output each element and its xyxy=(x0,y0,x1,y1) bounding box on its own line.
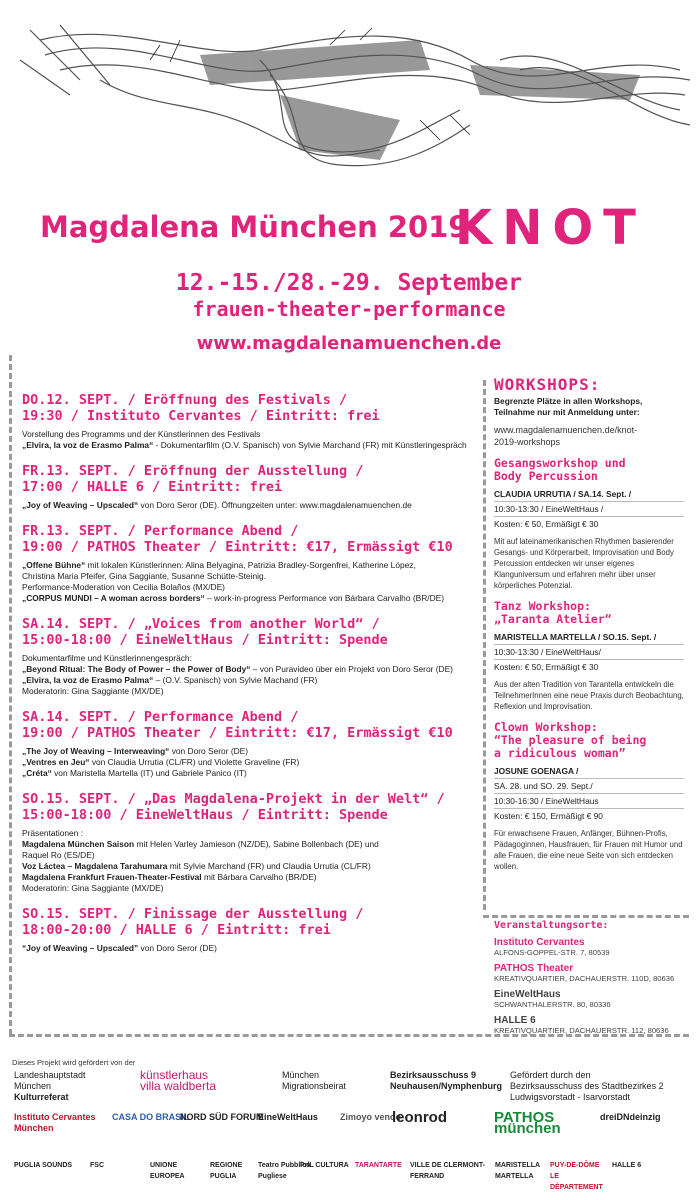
event-item xyxy=(22,523,472,604)
venue-list xyxy=(494,937,690,1035)
venue-item xyxy=(494,989,690,1009)
workshop-title-line: Body Percussion xyxy=(494,469,598,483)
event-detail-text: - Dokumentarfilm (O.V. Spanisch) von Sylvie Marchand (FR) mit Künstleringespräch xyxy=(153,440,467,450)
sponsor-logo[interactable]: NORD SÜD FORUM xyxy=(180,1112,264,1122)
event-detail-title: „The Joy of Weaving – Interweaving“ xyxy=(22,746,170,756)
sponsor-logo-text: Neuhausen/Nymphenburg xyxy=(390,1081,503,1091)
event-heading-date: FR.13. SEPT. / Eröffnung der Ausstellung / xyxy=(22,463,364,479)
event-detail-line xyxy=(22,757,472,768)
column-dash-divider xyxy=(483,380,486,910)
event-detail-line xyxy=(22,768,472,779)
sponsor-logo-text: Bezirksausschuss des Stadtbezirkes 2 xyxy=(510,1081,664,1091)
event-detail-line xyxy=(22,500,472,511)
event-detail-text: Christina Maria Pfeifer, Gina Saggiante, Susanne Schütte-Steinig. xyxy=(22,571,266,581)
event-detail-title: „Ventres en Jeu“ xyxy=(22,757,90,767)
knot-title: KNOT xyxy=(455,200,646,256)
venue-name: Instituto Cervantes xyxy=(494,937,585,948)
workshop-item xyxy=(494,600,684,712)
workshop-item xyxy=(494,457,684,591)
event-detail-text: mit Sylvie Marchand (FR) und Claudia Urrutia (CL/FR) xyxy=(167,861,371,871)
event-detail-text: von Maristella Martella (IT) und Gabriele Panico (IT) xyxy=(51,768,247,778)
workshop-title-line: Tanz Workshop: xyxy=(494,599,591,613)
sponsor-logo-text: Ludwigsvorstadt - Isarvorstadt xyxy=(510,1092,631,1102)
sponsor-logo[interactable]: leonrod xyxy=(392,1109,447,1126)
event-details xyxy=(22,429,472,451)
event-heading-time: 18:00-20:00 / HALLE 6 / Eintritt: frei xyxy=(22,922,331,938)
workshops-title: WORKSHOPS: xyxy=(494,375,601,394)
event-details xyxy=(22,560,472,604)
workshop-info-line: JOSUNE GOENAGA / xyxy=(494,764,684,779)
venue-address: KREATIVQUARTIER, DACHAUERSTR. 112, 80636 xyxy=(494,1026,669,1035)
sponsor-logo-text: München xyxy=(14,1081,52,1091)
event-detail-line xyxy=(22,429,472,440)
event-detail-text: von Claudia Urrutia (CL/FR) und Violette Graveline (FR) xyxy=(89,757,300,767)
sponsor-logo-text: Landeshauptstadt xyxy=(14,1070,86,1080)
sponsor-logo[interactable]: Teatro Pubblico Pugliese xyxy=(258,1162,311,1180)
workshop-info-line: SA. 28. und SO. 29. Sept./ xyxy=(494,779,684,794)
event-heading-date: DO.12. SEPT. / Eröffnung des Festivals / xyxy=(22,392,348,408)
venue-item xyxy=(494,1015,690,1035)
event-detail-title: “Joy of Weaving – Upscaled” xyxy=(22,943,139,953)
event-details xyxy=(22,746,472,779)
event-detail-line xyxy=(22,828,472,839)
workshops-panel xyxy=(494,375,684,872)
event-detail-line xyxy=(22,746,472,757)
workshop-info-line: 10:30-13:30 / EineWeltHaus/ xyxy=(494,645,684,660)
workshop-info xyxy=(494,487,684,531)
left-dash-border xyxy=(9,355,12,1035)
venue-item xyxy=(494,937,690,957)
workshop-title-line: Clown Workshop: xyxy=(494,720,598,734)
venue-item xyxy=(494,963,690,983)
event-detail-line xyxy=(22,560,472,571)
event-heading-time: 19:00 / PATHOS Theater / Eintritt: €17, Ermässigt €10 xyxy=(22,725,453,741)
sponsor-logo[interactable]: UNIONE EUROPEA xyxy=(150,1162,185,1180)
workshop-info-line: 10:30-13:30 / EineWeltHaus / xyxy=(494,502,684,517)
event-heading-date: SA.14. SEPT. / Performance Abend / xyxy=(22,709,299,725)
workshop-info-line: MARISTELLA MARTELLA / SO.15. Sept. / xyxy=(494,630,684,645)
event-detail-text: von Doro Seror (DE). Öffnungzeiten unter: www.magdalenamuenchen.de xyxy=(138,500,412,510)
sponsor-logo[interactable]: PrlL CULTURA xyxy=(300,1162,349,1169)
event-detail-line xyxy=(22,839,472,850)
festival-url[interactable]: www.magdalenamuenchen.de xyxy=(196,333,502,354)
knot-artwork xyxy=(0,0,698,230)
venues-dash-border xyxy=(483,915,689,918)
workshop-info-line: CLAUDIA URRUTIA / SA.14. Sept. / xyxy=(494,487,684,502)
venue-name: PATHOS Theater xyxy=(494,963,574,974)
event-detail-text: von Doro Seror (DE) xyxy=(169,746,249,756)
workshop-info-line: Kosten: € 150, Ermäßigt € 90 xyxy=(494,811,603,821)
sponsor-logo[interactable]: dreiDNdeinzig xyxy=(600,1112,661,1122)
sponsor-logo-text: villa waldberta xyxy=(140,1079,217,1093)
event-detail-line xyxy=(22,653,472,664)
event-details xyxy=(22,943,472,954)
venue-address: SCHWANTHALERSTR. 80, 80336 xyxy=(494,1000,611,1009)
workshops-note: Begrenzte Plätze in allen Workshops, Teilnahme nur mit Anmeldung unter: xyxy=(494,396,643,417)
event-detail-line xyxy=(22,440,472,451)
event-detail-title: „Elvira, la voz de Erasmo Palma“ xyxy=(22,440,154,450)
event-item xyxy=(22,709,472,779)
festival-dates: 12.-15./28.-29. September xyxy=(175,270,523,296)
sponsor-logo[interactable]: TARANTARTE xyxy=(355,1162,402,1169)
program-list xyxy=(22,392,472,966)
event-details xyxy=(22,653,472,697)
sponsor-logo[interactable]: EineWeltHaus xyxy=(258,1112,318,1122)
festival-subtitle: frauen-theater-performance xyxy=(192,297,506,321)
sponsor-logo[interactable] xyxy=(14,1070,86,1103)
sponsor-logo[interactable]: HALLE 6 xyxy=(612,1162,642,1169)
event-detail-text: Dokumentarfilme und Künstlerinnengespräch: xyxy=(22,653,192,663)
venue-address: ALFONS-GOPPEL-STR. 7, 80539 xyxy=(494,948,610,957)
event-detail-line xyxy=(22,686,472,697)
event-item xyxy=(22,906,472,954)
event-heading-time: 15:00-18:00 / EineWeltHaus / Eintritt: Spende xyxy=(22,632,388,648)
sponsor-logo[interactable]: VILLE DE CLERMONT-FERRAND xyxy=(410,1162,486,1180)
workshop-description: Mit auf lateinamerikanischen Rhythmen basierender Gesangs- und Körperarbeit, Improvisation und Body Percussion entdecken wir unser eigenes Klanguniversum und erfahren mehr über unser körperliches Potenzial. xyxy=(494,537,674,590)
event-detail-line xyxy=(22,943,472,954)
sponsor-logo[interactable]: MARISTELLA MARTELLA xyxy=(495,1162,540,1180)
event-heading-time: 19:30 / Instituto Cervantes / Eintritt: frei xyxy=(22,408,380,424)
event-detail-title: Magdalena Frankfurt Frauen-Theater-Festival xyxy=(22,872,202,882)
event-heading-time: 17:00 / HALLE 6 / Eintritt: frei xyxy=(22,479,283,495)
sponsor-logo-text: Gefördert durch den xyxy=(510,1070,591,1080)
sponsor-logo-text: Kulturreferat xyxy=(14,1092,69,1102)
sponsor-logo[interactable]: FSC xyxy=(90,1162,104,1169)
sponsor-logo-text: künstlerhaus xyxy=(140,1068,209,1082)
event-heading-time: 19:00 / PATHOS Theater / Eintritt: €17, Ermässigt €10 xyxy=(22,539,453,555)
event-detail-title: „Beyond Ritual: The Body of Power – the Power of Body“ xyxy=(22,664,251,674)
sponsor-note: Dieses Projekt wird gefördert von der xyxy=(12,1058,136,1067)
event-detail-title: „Elvira, la voz de Erasmo Palma“ xyxy=(22,675,154,685)
event-detail-line xyxy=(22,593,472,604)
event-detail-title: „Joy of Weaving – Upscaled“ xyxy=(22,500,139,510)
sponsor-logo[interactable] xyxy=(282,1070,346,1092)
sponsor-logo[interactable] xyxy=(140,1070,216,1092)
event-heading-time: 15:00-18:00 / EineWeltHaus / Eintritt: Spende xyxy=(22,807,388,823)
workshop-title xyxy=(494,721,684,760)
sponsor-logo[interactable]: PUGLIA SOUNDS xyxy=(14,1162,73,1169)
event-detail-text: – von Puravideo über ein Projekt von Doro Seror (DE) xyxy=(250,664,453,674)
event-detail-line xyxy=(22,872,472,883)
event-detail-text: von Doro Seror (DE) xyxy=(138,943,217,953)
sponsor-logos xyxy=(0,1050,698,1200)
event-detail-title: Magdalena München Saison xyxy=(22,839,135,849)
sponsor-logo[interactable]: PUY-DE-DÔME LE DÉPARTEMENT xyxy=(550,1162,603,1191)
sponsor-logo[interactable]: Zimoyo venoo xyxy=(340,1112,402,1122)
event-detail-line xyxy=(22,861,472,872)
workshop-item xyxy=(494,721,684,872)
workshop-info-line: 10:30-16:30 / EineWeltHaus xyxy=(494,794,684,809)
workshop-title xyxy=(494,600,684,626)
event-detail-text: Performance-Moderation von Cecilia Bolaños (MX/DE) xyxy=(22,582,225,592)
sponsor-logo-text: Bezirksausschuss 9 xyxy=(390,1070,477,1080)
sponsor-logo[interactable]: REGIONE PUGLIA xyxy=(210,1162,243,1180)
event-detail-text: Moderatorin: Gina Saggiante (MX/DE) xyxy=(22,883,164,893)
event-detail-title: „Offene Bühne“ xyxy=(22,560,86,570)
event-detail-title: „Créta“ xyxy=(22,768,52,778)
event-heading-date: SO.15. SEPT. / „Das Magdalena-Projekt in der Welt“ / xyxy=(22,791,445,807)
venues-panel xyxy=(494,920,690,1035)
event-detail-title: Voz Láctea – Magdalena Tarahumara xyxy=(22,861,168,871)
event-detail-line xyxy=(22,883,472,894)
sponsor-logo-text: München xyxy=(282,1070,320,1080)
workshop-info-line: Kosten: € 50, Ermäßigt € 30 xyxy=(494,662,599,672)
event-detail-text: mit Bárbara Carvalho (BR/DE) xyxy=(201,872,317,882)
workshop-info-line: Kosten: € 50, Ermäßigt € 30 xyxy=(494,519,599,529)
workshop-title-line: “The pleasure of being xyxy=(494,733,647,747)
event-detail-text: – (O.V. Spanisch) von Sylvie Machand (FR) xyxy=(153,675,318,685)
event-details xyxy=(22,500,472,511)
sponsor-logo-text: Migrationsbeirat xyxy=(282,1081,347,1091)
workshops-url[interactable]: www.magdalenamuenchen.de/knot- 2019-workshops xyxy=(494,425,638,447)
event-detail-title: „CORPUS MUNDI – A woman across borders“ xyxy=(22,593,205,603)
workshop-description: Aus der alten Tradition von Tarantella entwickeln die TeilnehmerInnen eine neue Praxis durch Beobachtung, Reflexion und Improvisation. xyxy=(494,680,684,711)
event-detail-text: Präsentationen : xyxy=(22,828,83,838)
sponsor-logo[interactable] xyxy=(510,1070,664,1103)
event-item xyxy=(22,392,472,451)
venue-name: EineWeltHaus xyxy=(494,989,561,1000)
event-item xyxy=(22,791,472,894)
workshop-info xyxy=(494,764,684,823)
workshop-description: Für erwachsene Frauen, Anfänger, Bühnen-Profis, Pädagoginnen, Hausfrauen, für Frauen mit Humor und alle Frauen, die eine neue Seite von sich entdecken wollen. xyxy=(494,829,683,871)
sponsor-logo[interactable]: CASA DO BRASIL xyxy=(112,1112,190,1122)
workshop-info xyxy=(494,630,684,674)
event-detail-line xyxy=(22,675,472,686)
event-item xyxy=(22,616,472,697)
festival-title: Magdalena München 2019 xyxy=(40,210,469,244)
event-detail-text: Raquel Ro (ES/DE) xyxy=(22,850,95,860)
event-detail-line xyxy=(22,850,472,861)
workshop-list xyxy=(494,457,684,872)
event-detail-text: mit Helen Varley Jamieson (NZ/DE), Sabine Bollenbach (DE) und xyxy=(134,839,379,849)
event-details xyxy=(22,828,472,894)
event-item xyxy=(22,463,472,511)
event-detail-line xyxy=(22,664,472,675)
venue-name: HALLE 6 xyxy=(494,1015,536,1026)
event-heading-date: SO.15. SEPT. / Finissage der Ausstellung / xyxy=(22,906,364,922)
sponsor-logo[interactable]: Instituto Cervantes München xyxy=(14,1112,96,1133)
workshop-title-line: Gesangsworkshop und xyxy=(494,456,626,470)
sponsor-logo[interactable]: PATHOS münchen xyxy=(494,1109,561,1137)
event-detail-text: – work-in-progress Performance von Bárbara Carvalho (BR/DE) xyxy=(204,593,444,603)
event-detail-line xyxy=(22,571,472,582)
sponsor-logo[interactable] xyxy=(390,1070,502,1092)
event-detail-text: Vorstellung des Programms und der Künstlerinnen des Festivals xyxy=(22,429,261,439)
event-detail-text: Moderatorin: Gina Saggiante (MX/DE) xyxy=(22,686,164,696)
event-detail-text: mit lokalen Künstlerinnen: Alina Belyagina, Patrizia Bradley-Sorgenfrei, Katherine López, xyxy=(85,560,416,570)
event-heading-date: FR.13. SEPT. / Performance Abend / xyxy=(22,523,299,539)
workshop-title xyxy=(494,457,684,483)
venues-title: Veranstaltungsorte: xyxy=(494,920,609,931)
event-detail-line xyxy=(22,582,472,593)
event-heading-date: SA.14. SEPT. / „Voices from another World“ / xyxy=(22,616,380,632)
workshop-title-line: „Taranta Atelier“ xyxy=(494,612,612,626)
venue-address: KREATIVQUARTIER, DACHAUERSTR. 110D, 80636 xyxy=(494,974,675,983)
workshop-title-line: a ridiculous woman” xyxy=(494,746,626,760)
